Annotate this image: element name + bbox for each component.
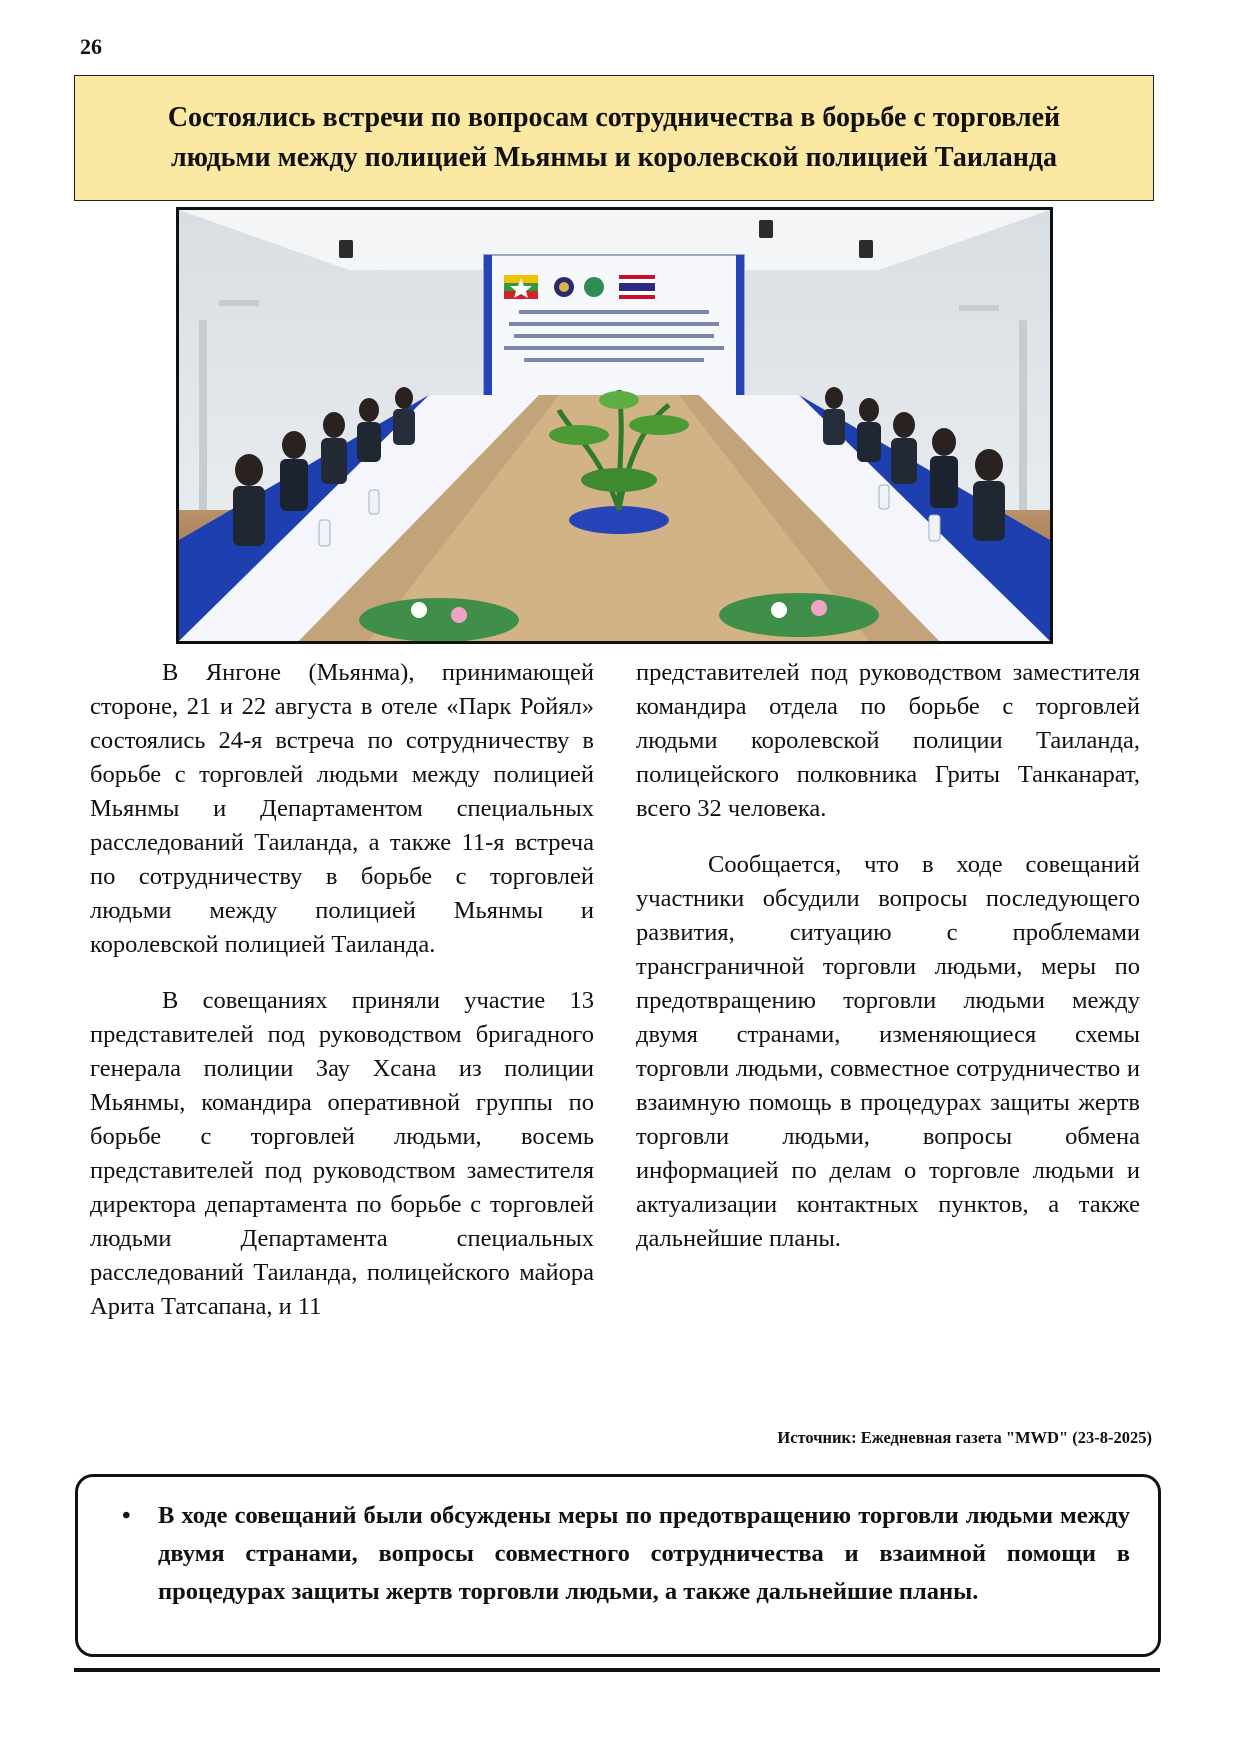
article-paragraph: В Янгоне (Мьянма), принимающей стороне, 21 и 22 августа в отеле «Парк Ройял» состоялись 24-я встреча по сотрудничеству в борьбе с торговлей людьми между полицией Мьянмы и Департаментом специальных расследований Таиланда, а также 11-я встреча по сотрудничеству в борьбе с торговлей людьми между полицией Мьянмы и королевской полицией Таиланда. (90, 659, 594, 958)
article-paragraph: представителей под руководством заместителя командира отдела по борьбе с торговлей людьми королевской полиции Таиланда, полицейского полковника Гриты Танканарат, всего 32 человека. (636, 659, 1140, 822)
summary-box (75, 1474, 1161, 1657)
bullet-icon: • (122, 1502, 131, 1529)
meeting-photo-illustration (179, 210, 1050, 641)
article-paragraph: В совещаниях приняли участие 13 представителей под руководством бригадного генерала полиции Зау Хсана из полиции Мьянмы, командира оперативной группы по борьбе с торговлей людьми, восемь представителей под руководством заместителя директора департамента по борьбе с торговлей людьми Департамента специальных расследований Таиланда, полицейского майора Арита Татсапана, и 11 (90, 987, 594, 1320)
bottom-rule (74, 1668, 1160, 1672)
title-box (74, 75, 1154, 201)
source-credit: Источник: Ежедневная газета "MWD" (23-8-2025) (777, 1428, 1152, 1447)
thailand-flag (619, 275, 655, 299)
summary-item (122, 1497, 1130, 1611)
article-paragraph: Сообщается, что в ходе совещаний участники обсудили вопросы последующего развития, ситуацию с проблемами трансграничной торговли людьми, меры по предотвращению торговли людьми между двумя странами, изменяющиеся схемы торговли людьми, совместное сотрудничество и взаимную помощь в процедурах защиты жертв торговли людьми, вопросы обмена информацией по делам о торговле людьми и актуализации контактных пунктов, а также дальнейшие планы. (636, 851, 1140, 1252)
title-line-2: людьми между полицией Мьянмы и королевской полицией Таиланда (170, 142, 1058, 173)
myanmar-flag (504, 275, 538, 299)
title-line-1: Состоялись встречи по вопросам сотрудничества в борьбе с торговлей (167, 102, 1061, 133)
page-number: 26 (80, 34, 102, 59)
article-left-column (90, 656, 594, 1346)
meeting-photo (176, 207, 1053, 644)
summary-text: В ходе совещаний были обсуждены меры по предотвращению торговли людьми между двумя странами, вопросы совместного сотрудничества и взаимной помощи в процедурах защиты жертв торговли людьми, а также дальнейшие планы. (158, 1502, 1130, 1605)
emblem-icon (584, 277, 604, 297)
article-right-column (636, 656, 1140, 1278)
summary-list (122, 1497, 1130, 1611)
